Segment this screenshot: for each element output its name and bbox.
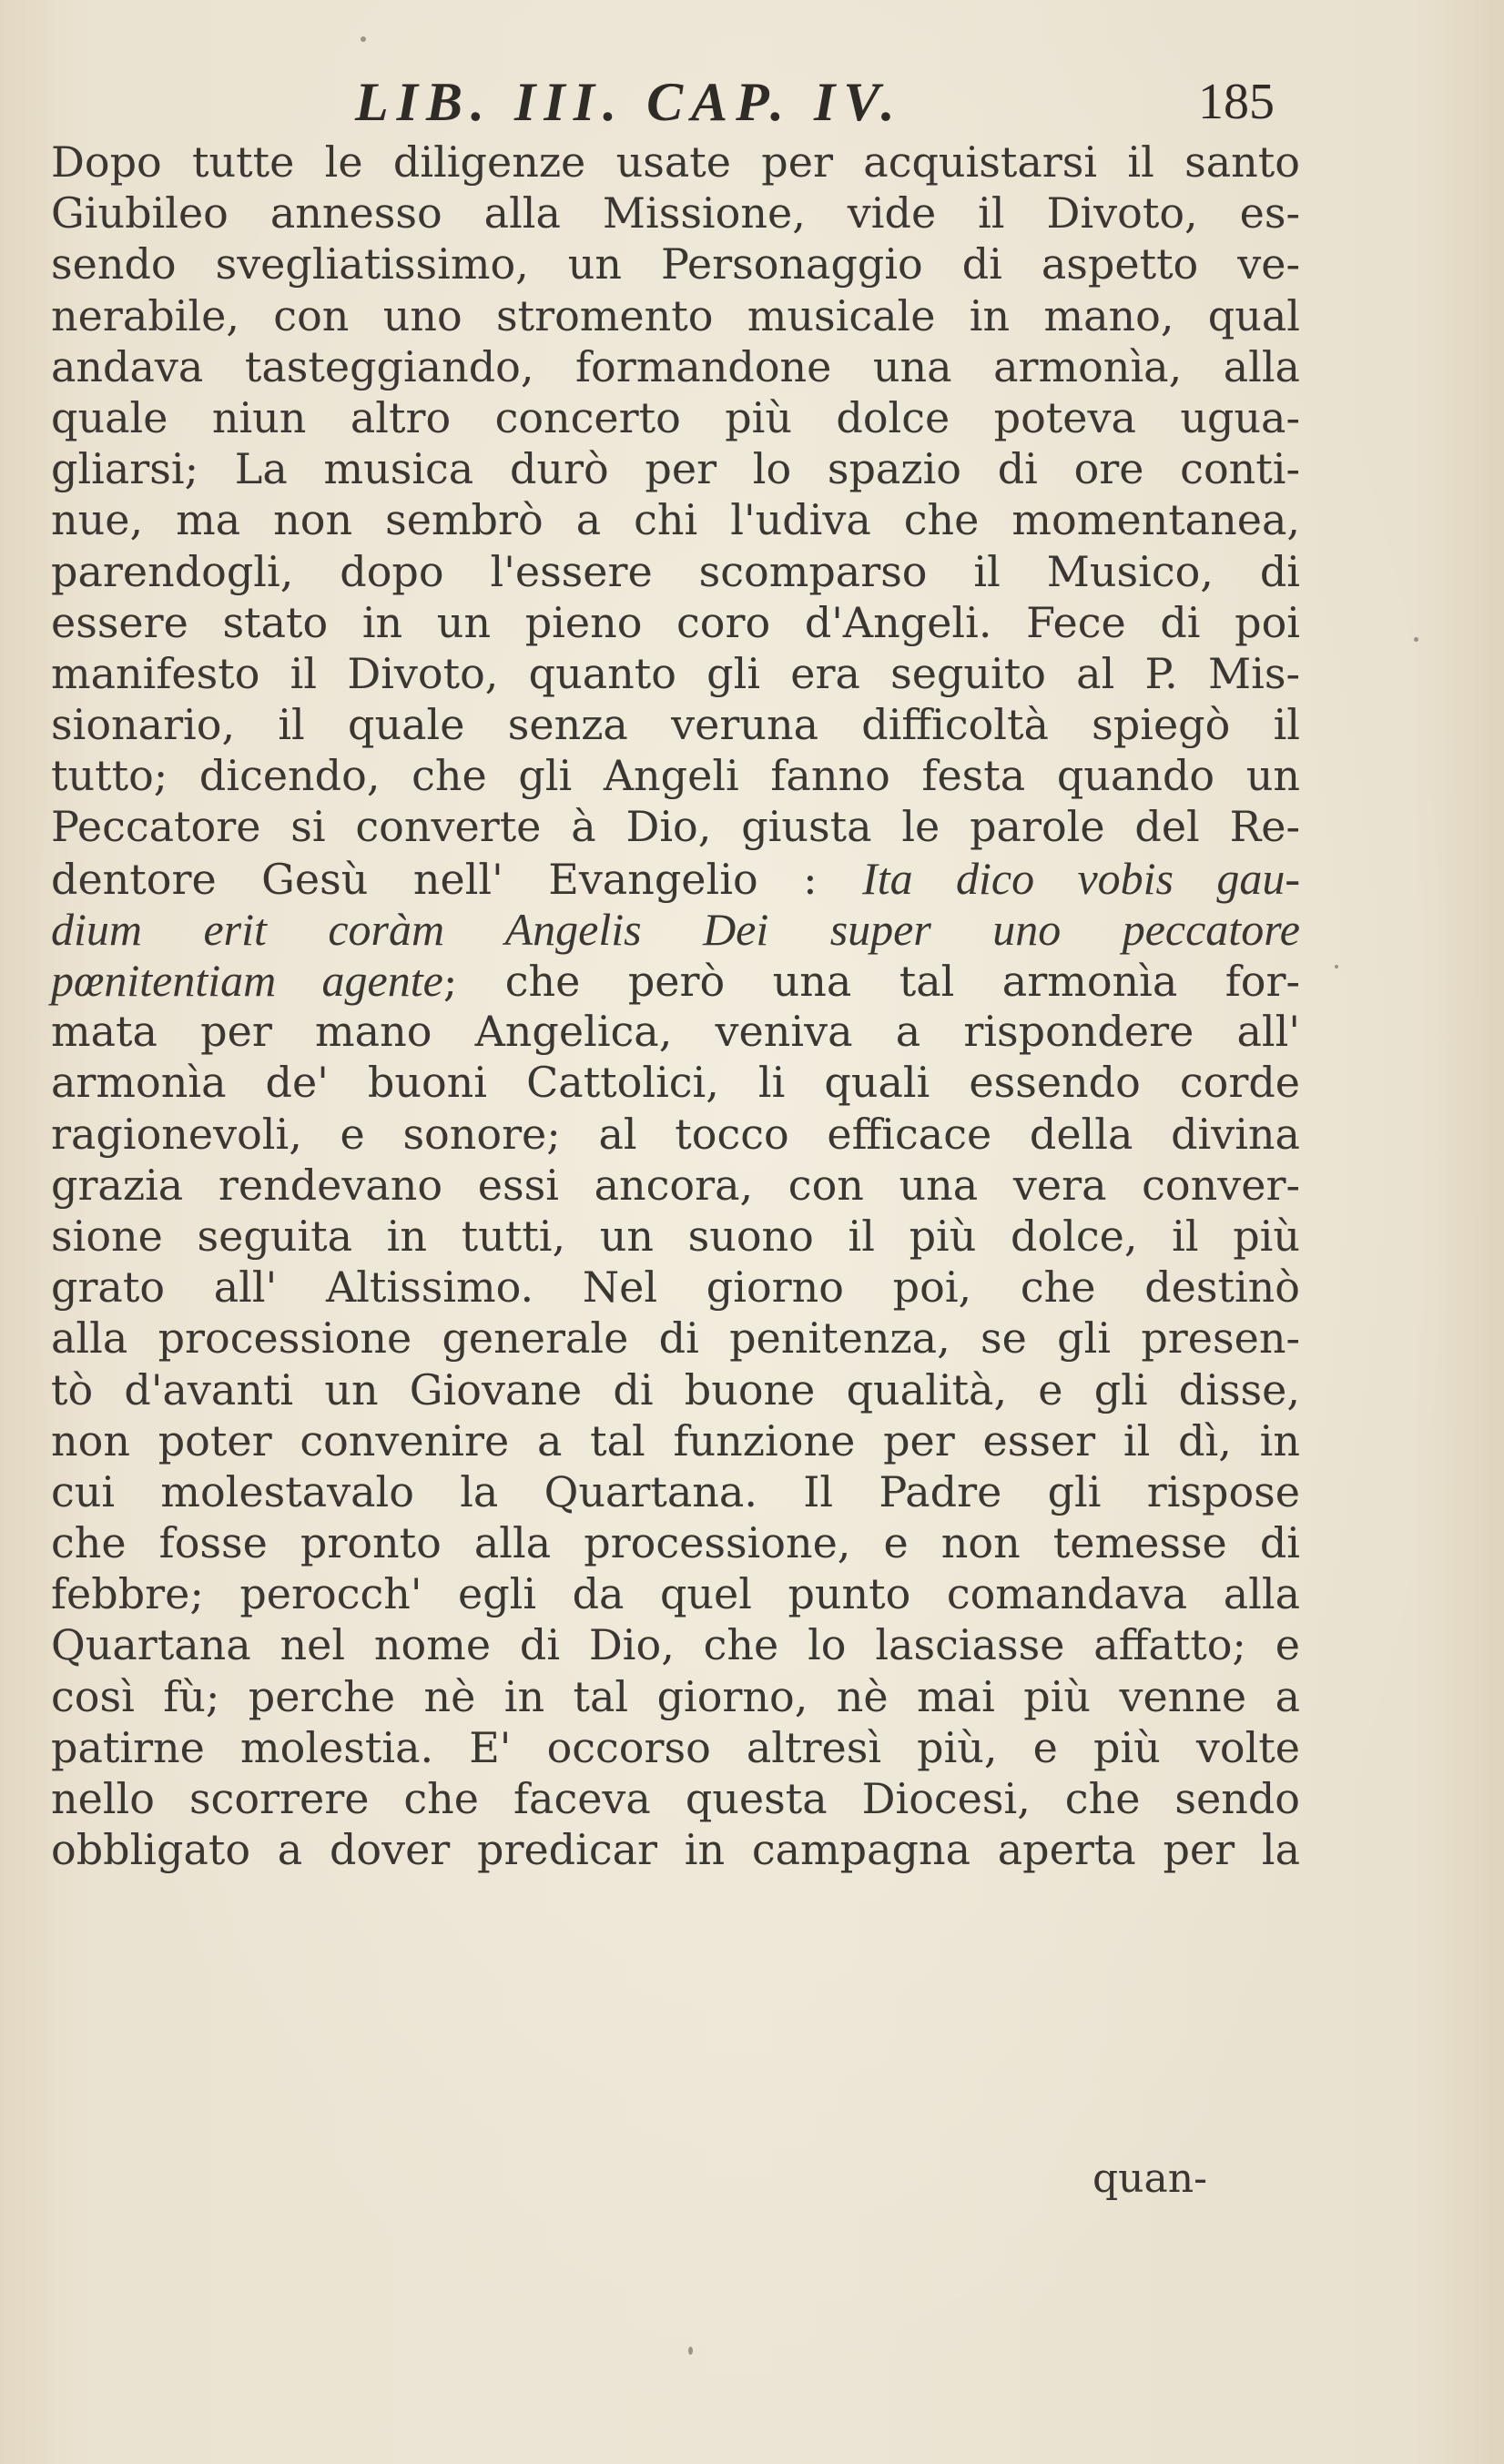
line-text: sionario, il quale senza veruna difficoltà spiegò il [51,700,1300,750]
text-line [51,1313,1300,1364]
paper-speck [688,2347,693,2355]
line-text: mata per mano Angelica, veniva a rispondere all' [51,1007,1300,1057]
line-text: manifesto il Divoto, quanto gli era seguito al P. Mis- [51,648,1300,698]
text-line [51,392,1300,443]
body-text [51,137,1300,1875]
text-line [51,1160,1300,1211]
text-line [51,137,1300,188]
line-text: Quartana nel nome di Dio, che lo lasciasse affatto; e [51,1620,1300,1670]
line-text: nello scorrere che faceva questa Diocesi, che sendo [51,1774,1300,1823]
line-text: tò d'avanti un Giovane di buone qualità, e gli disse, [51,1364,1300,1415]
text-line [51,853,1300,904]
text-line [51,188,1300,238]
line-text: Peccatore si converte à Dio, giusta le parole del Re- [51,802,1300,852]
line-text: Dopo tutte le diligenze usate per acquistarsi il santo [51,137,1300,187]
text-line [51,1568,1300,1619]
running-title: LIB. III. CAP. IV. [355,72,903,132]
line-latin-italic: Ita dico vobis gau- [862,852,1300,904]
text-line [51,1109,1300,1160]
text-line [51,1057,1300,1108]
text-line [51,1722,1300,1773]
text-line [51,290,1300,341]
text-line [51,1671,1300,1722]
text-line [51,1211,1300,1262]
page-number: 185 [1198,74,1275,130]
line-text: andava tasteggiando, formandone una armonìa, alla [51,341,1300,391]
line-text: parendogli, dopo l'essere scomparso il Musico, di [51,546,1300,596]
text-line [51,750,1300,801]
text-line [51,1517,1300,1568]
line-text: sendo svegliatissimo, un Personaggio di aspetto ve- [51,239,1300,289]
text-line [51,955,1300,1006]
line-text: grazia rendevano essi ancora, con una vera conver- [51,1160,1300,1210]
paper-speck [361,36,366,42]
text-line [51,801,1300,852]
text-line [51,1006,1300,1057]
line-text: così fù; perche nè in tal giorno, nè mai più venne a [51,1671,1300,1721]
text-line [51,1619,1300,1670]
line-text: sione seguita in tutti, un suono il più dolce, il più [51,1211,1300,1261]
page-header [355,71,1275,135]
line-text: grato all' Altissimo. Nel giorno poi, che destinò [51,1262,1300,1313]
text-line [51,1415,1300,1466]
catchword: quan- [1092,2155,1207,2202]
line-text: non poter convenire a tal funzione per esser il dì, in [51,1415,1300,1465]
text-line [51,1364,1300,1415]
line-text: che fosse pronto alla processione, e non temesse di [51,1518,1300,1568]
line-text: cui molestavalo la Quartana. Il Padre gli rispose [51,1466,1300,1516]
line-text: dentore Gesù nell' Evangelio : [51,854,818,904]
text-line [51,1262,1300,1313]
line-text: nue, ma non sembrò a chi l'udiva che momentanea, [51,495,1300,545]
text-line [51,1773,1300,1824]
line-text: obbligato a dover predicar in campagna aperta per la [51,1825,1300,1875]
text-line [51,1466,1300,1517]
text-line [51,648,1300,699]
paper-speck [1335,965,1338,968]
line-text: alla processione generale di penitenza, se gli presen- [51,1313,1300,1364]
line-text: nerabile, con uno stromento musicale in mano, qual [51,290,1300,340]
text-line [51,699,1300,750]
text-line [51,494,1300,545]
line-text: febbre; perocch' egli da quel punto comandava alla [51,1569,1300,1619]
text-line [51,1824,1300,1875]
line-text: gliarsi; La musica durò per lo spazio di ore conti- [51,444,1300,494]
line-latin-italic: pœnitentiam agente [51,955,443,1006]
line-latin-italic: dium erit coràm Angelis Dei super uno peccatore [51,903,1300,955]
line-text: tutto; dicendo, che gli Angeli fanno festa quando un [51,751,1300,801]
line-text: ; che però una tal armonìa for- [442,957,1300,1006]
line-text: quale niun altro concerto più dolce poteva ugua- [51,392,1300,442]
text-line [51,546,1300,597]
line-text: patirne molestia. E' occorso altresì più, e più volte [51,1722,1300,1772]
text-line [51,238,1300,289]
text-line [51,341,1300,392]
text-line [51,904,1300,955]
text-line [51,597,1300,648]
line-text: armonìa de' buoni Cattolici, li quali essendo corde [51,1058,1300,1108]
text-line [51,443,1300,494]
paper-speck [1414,637,1418,642]
line-text: Giubileo annesso alla Missione, vide il Divoto, es- [51,188,1300,238]
line-text: essere stato in un pieno coro d'Angeli. Fece di poi [51,597,1300,647]
line-text: ragionevoli, e sonore; al tocco efficace della divina [51,1109,1300,1159]
